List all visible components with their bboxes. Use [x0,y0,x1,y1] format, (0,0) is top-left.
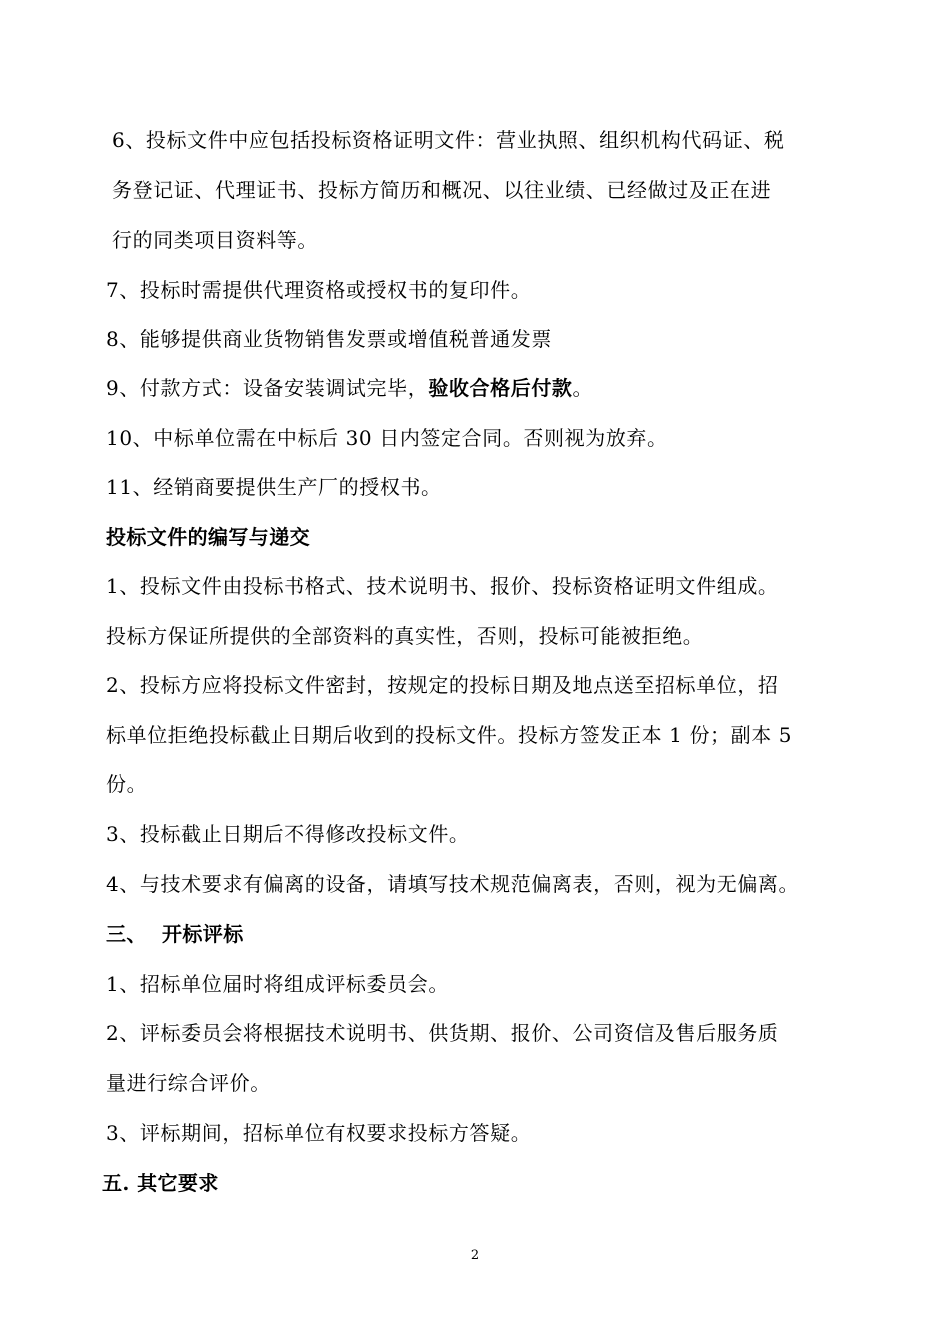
section-five-heading: 五. 其它要求 [102,1171,219,1195]
item-6-line-2: 务登记证、代理证书、投标方简历和概况、以往业绩、已经做过及正在进 [112,178,772,202]
item-9-bold-text: 验收合格后付款 [428,376,573,400]
three-p1: 1、招标单位届时将组成评标委员会。 [106,972,449,996]
item-7: 7、投标时需提供代理资格或授权书的复印件。 [106,278,532,302]
section-three-heading: 开标评标 [162,922,244,946]
item-6-line-3: 行的同类项目资料等。 [112,228,318,252]
item-9 [106,376,593,400]
section-prepare-heading: 投标文件的编写与递交 [106,525,310,549]
page-number: 2 [470,1248,480,1263]
item-9-suffix: 。 [572,376,594,400]
section-three-number: 三、 [106,922,147,946]
prepare-p2-line-1: 2、投标方应将投标文件密封，按规定的投标日期及地点送至招标单位，招 [106,673,779,697]
prepare-p4: 4、与技术要求有偏离的设备，请填写技术规范偏离表，否则，视为无偏离。 [106,872,800,896]
prepare-p2-line-2: 标单位拒绝投标截止日期后收到的投标文件。投标方签发正本 1 份；副本 5 [106,723,793,747]
prepare-p1-line-2: 投标方保证所提供的全部资料的真实性，否则，投标可能被拒绝。 [106,624,704,648]
item-9-text: 9、付款方式：设备安装调试完毕， [106,376,429,400]
prepare-p2-line-3: 份。 [106,772,148,796]
three-p3: 3、评标期间，招标单位有权要求投标方答疑。 [106,1121,532,1145]
prepare-p1-line-1: 1、投标文件由投标书格式、技术说明书、报价、投标资格证明文件组成。 [106,574,779,598]
prepare-p3: 3、投标截止日期后不得修改投标文件。 [106,822,470,846]
item-11: 11、经销商要提供生产厂的授权书。 [106,475,442,499]
item-10: 10、中标单位需在中标后 30 日内签定合同。否则视为放弃。 [106,426,668,450]
three-p2-line-2: 量进行综合评价。 [106,1071,271,1095]
three-p2-line-1: 2、评标委员会将根据技术说明书、供货期、报价、公司资信及售后服务质 [106,1021,779,1045]
item-8: 8、能够提供商业货物销售发票或增值税普通发票 [106,327,552,351]
item-6-line-1: 6、投标文件中应包括投标资格证明文件：营业执照、组织机构代码证、税 [112,128,785,152]
